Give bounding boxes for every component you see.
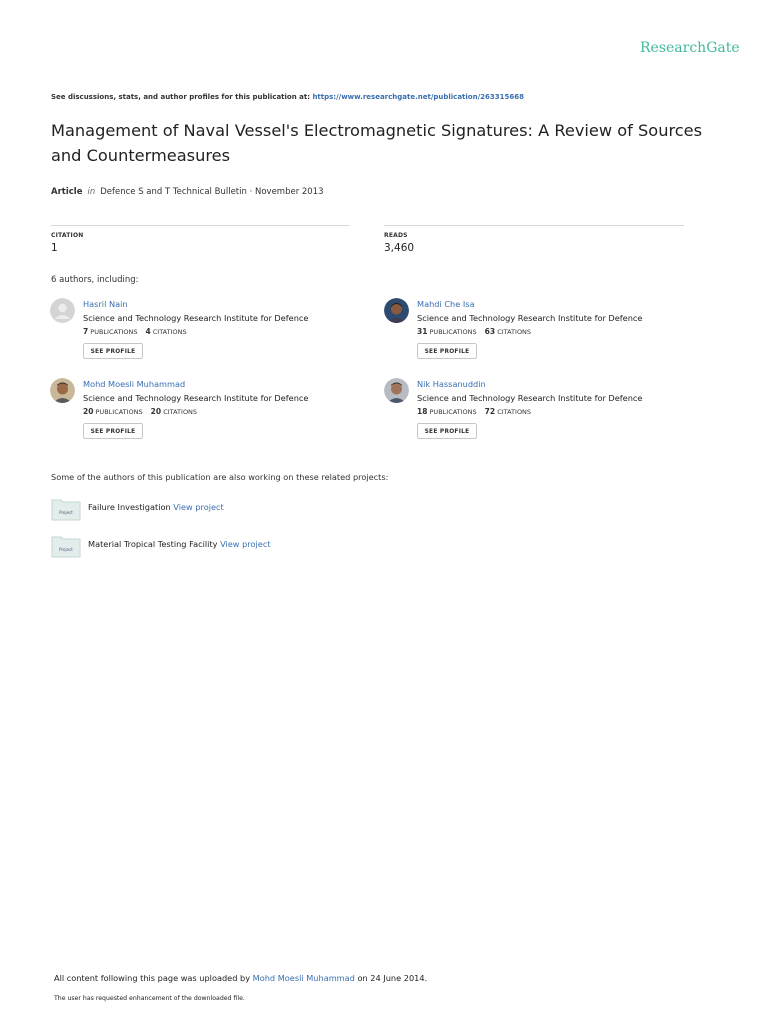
article-venue: Defence S and T Technical Bulletin · November 2013 [100,187,324,197]
article-kind: Article [51,187,83,197]
publications-label: PUBLICATIONS [90,328,138,336]
author-counts [417,407,531,416]
discussion-text: See discussions, stats, and author profiles for this publication at: [51,93,313,101]
citations-label: CITATIONS [497,408,532,416]
project-item [51,534,451,560]
reads-divider [384,225,684,226]
citation-value: 1 [51,242,58,254]
author-photo[interactable] [384,298,409,323]
project-icon-label: Project [59,547,73,552]
author-card [384,378,684,448]
enhancement-note: The user has requested enhancement of the downloaded file. [54,995,245,1002]
citation-divider [51,225,350,226]
publications-label: PUBLICATIONS [95,408,143,416]
publications-count: 20 [83,407,94,416]
uploader-link[interactable]: Mohd Moesli Muhammad [252,973,355,983]
author-card [50,378,350,448]
article-meta [51,187,324,197]
project-folder-icon [51,534,81,556]
authors-heading: 6 authors, including: [51,275,139,285]
author-card [384,298,684,368]
view-project-link[interactable]: View project [173,502,224,512]
author-photo[interactable] [384,378,409,403]
author-counts [83,407,197,416]
avatar-placeholder-icon[interactable] [50,298,75,323]
see-profile-button[interactable]: SEE PROFILE [83,423,143,439]
project-folder-icon [51,497,81,519]
see-profile-button[interactable]: SEE PROFILE [83,343,143,359]
citations-label: CITATIONS [163,408,198,416]
publications-count: 31 [417,327,428,336]
citations-label: CITATIONS [497,328,532,336]
reads-label: READS [384,232,408,239]
publications-label: PUBLICATIONS [429,408,477,416]
author-name[interactable]: Mohd Moesli Muhammad [83,379,186,389]
project-item [51,497,451,523]
author-name[interactable]: Hasril Nain [83,299,128,309]
publications-count: 7 [83,327,89,336]
citations-label: CITATIONS [152,328,187,336]
citations-count: 63 [484,327,496,336]
author-institution[interactable]: Science and Technology Research Institute for Defence [417,393,643,403]
author-institution[interactable]: Science and Technology Research Institute for Defence [83,313,309,323]
upload-suffix: on 24 June 2014. [354,973,428,983]
discussion-line [51,93,524,101]
page-title: Management of Naval Vessel's Electromagnetic Signatures: A Review of Sources and Countermeasures [51,121,703,165]
project-icon-label: Project [59,510,73,515]
author-photo[interactable] [50,378,75,403]
citations-count: 72 [484,407,496,416]
author-name[interactable]: Mahdi Che Isa [417,299,475,309]
citations-count: 20 [150,407,162,416]
project-name: Failure Investigation [88,502,171,512]
citation-label: CITATION [51,232,84,239]
publication-link[interactable]: https://www.researchgate.net/publication/263315668 [312,93,524,101]
researchgate-logo[interactable]: ResearchGate [640,40,740,56]
publications-count: 18 [417,407,428,416]
author-card [50,298,350,368]
view-project-link[interactable]: View project [220,539,271,549]
upload-prefix: All content following this page was uploaded by [54,973,253,983]
project-text [88,539,271,549]
see-profile-button[interactable]: SEE PROFILE [417,343,477,359]
upload-notice [54,973,427,983]
see-profile-button[interactable]: SEE PROFILE [417,423,477,439]
article-in: in [87,187,96,197]
project-name: Material Tropical Testing Facility [88,539,218,549]
author-name[interactable]: Nik Hassanuddin [417,379,486,389]
author-counts [417,327,531,336]
author-institution[interactable]: Science and Technology Research Institute for Defence [83,393,309,403]
project-text [88,502,224,512]
author-institution[interactable]: Science and Technology Research Institute for Defence [417,313,643,323]
reads-value: 3,460 [384,242,415,254]
related-projects-heading: Some of the authors of this publication are also working on these related projects: [51,472,389,482]
author-counts [83,327,187,336]
publications-label: PUBLICATIONS [429,328,477,336]
citations-count: 4 [145,327,151,336]
